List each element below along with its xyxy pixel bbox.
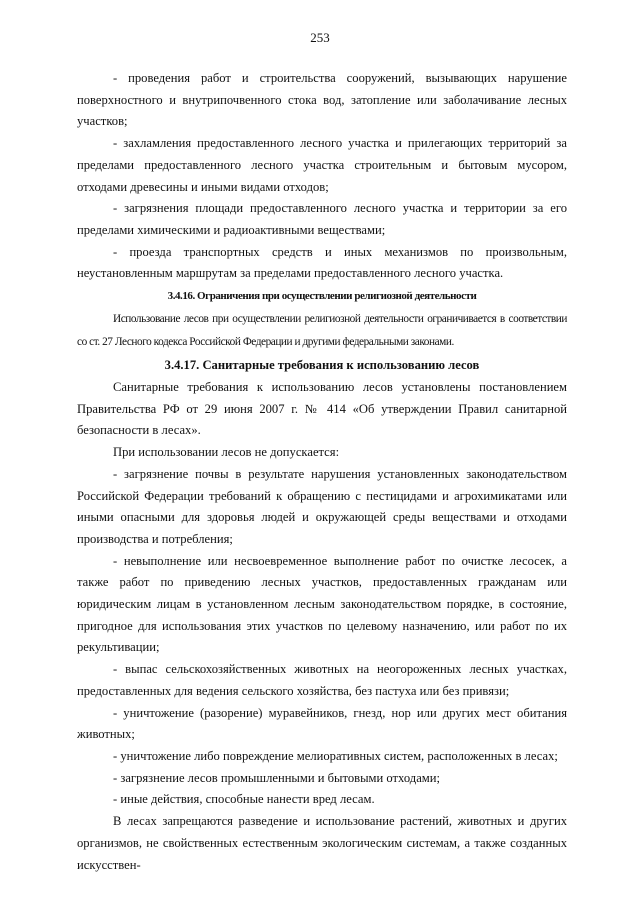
list-item: - выпас сельскохозяйственных животных на неогороженных лесных участках, предоставленных для ведения сельского хозяйства, без пастуха или без привязи;	[77, 662, 567, 698]
section-text-3-4-16: Использование лесов при осуществлении религиозной деятельности ограничивается в соответствии со ст. 27 Лесного кодекса Российской Федерации и другими федеральными законами.	[77, 313, 567, 349]
section-heading-3-4-16: 3.4.16. Ограничения при осуществлении религиозной деятельности	[167, 290, 477, 303]
list-item: - загрязнение почвы в результате нарушения установленных законодательством Российской Федерации требований к обращению с пестицидами и агрохимикатами или иными опасными для здоровья людей и окружающей среды веществами и отходами производства и потребления;	[77, 466, 567, 546]
section-lead: При использовании лесов не допускается:	[113, 445, 340, 460]
page-number: 253	[310, 30, 330, 45]
section-heading-3-4-17: 3.4.17. Санитарные требования к использованию лесов	[164, 358, 480, 373]
list-item: - проведения работ и строительства сооружений, вызывающих нарушение поверхностного и внутрипочвенного стока вод, затопление или заболачивание лесных участков;	[77, 71, 567, 129]
section-intro: Санитарные требования к использованию лесов установлены постановлением Правительства РФ от 29 июня 2007 г. № 414 «Об утверждении Правил санитарной безопасности в лесах».	[77, 380, 567, 438]
list-item: - иные действия, способные нанести вред лесам.	[113, 792, 375, 807]
list-item: - уничтожение (разорение) муравейников, гнезд, нор или других мест обитания животных;	[77, 705, 567, 742]
list-item: - проезда транспортных средств и иных механизмов по произвольным, неустановленным маршрутам за пределами предоставленного лесного участка.	[77, 244, 567, 281]
list-item: - загрязнения площади предоставленного лесного участка и территории за его пределами химическими и радиоактивными веществами;	[77, 201, 567, 237]
list-item: - захламления предоставленного лесного участка и прилегающих территорий за пределами предоставленного лесного участка строительным и бытовым мусором, отходами древесины и иными видами отходов;	[77, 136, 567, 194]
list-item: - уничтожение либо повреждение мелиоративных систем, расположенных в лесах;	[113, 748, 558, 763]
list-item: - невыполнение или несвоевременное выполнение работ по очистке лесосек, а также работ по приведению лесных участков, предоставленных гражданам или юридическим лицам в установленном лесным законодательством порядке, в состояние, пригодное для использования этих участков по целевому назначению, или работ по их рекультивации;	[77, 553, 567, 655]
list-item: - загрязнение лесов промышленными и бытовыми отходами;	[113, 770, 440, 785]
closing-paragraph: В лесах запрещаются разведение и использование растений, животных и других организмов, не свойственных естественным экологическим системам, а также созданных искусствен-	[77, 814, 567, 872]
document-body	[77, 68, 567, 876]
